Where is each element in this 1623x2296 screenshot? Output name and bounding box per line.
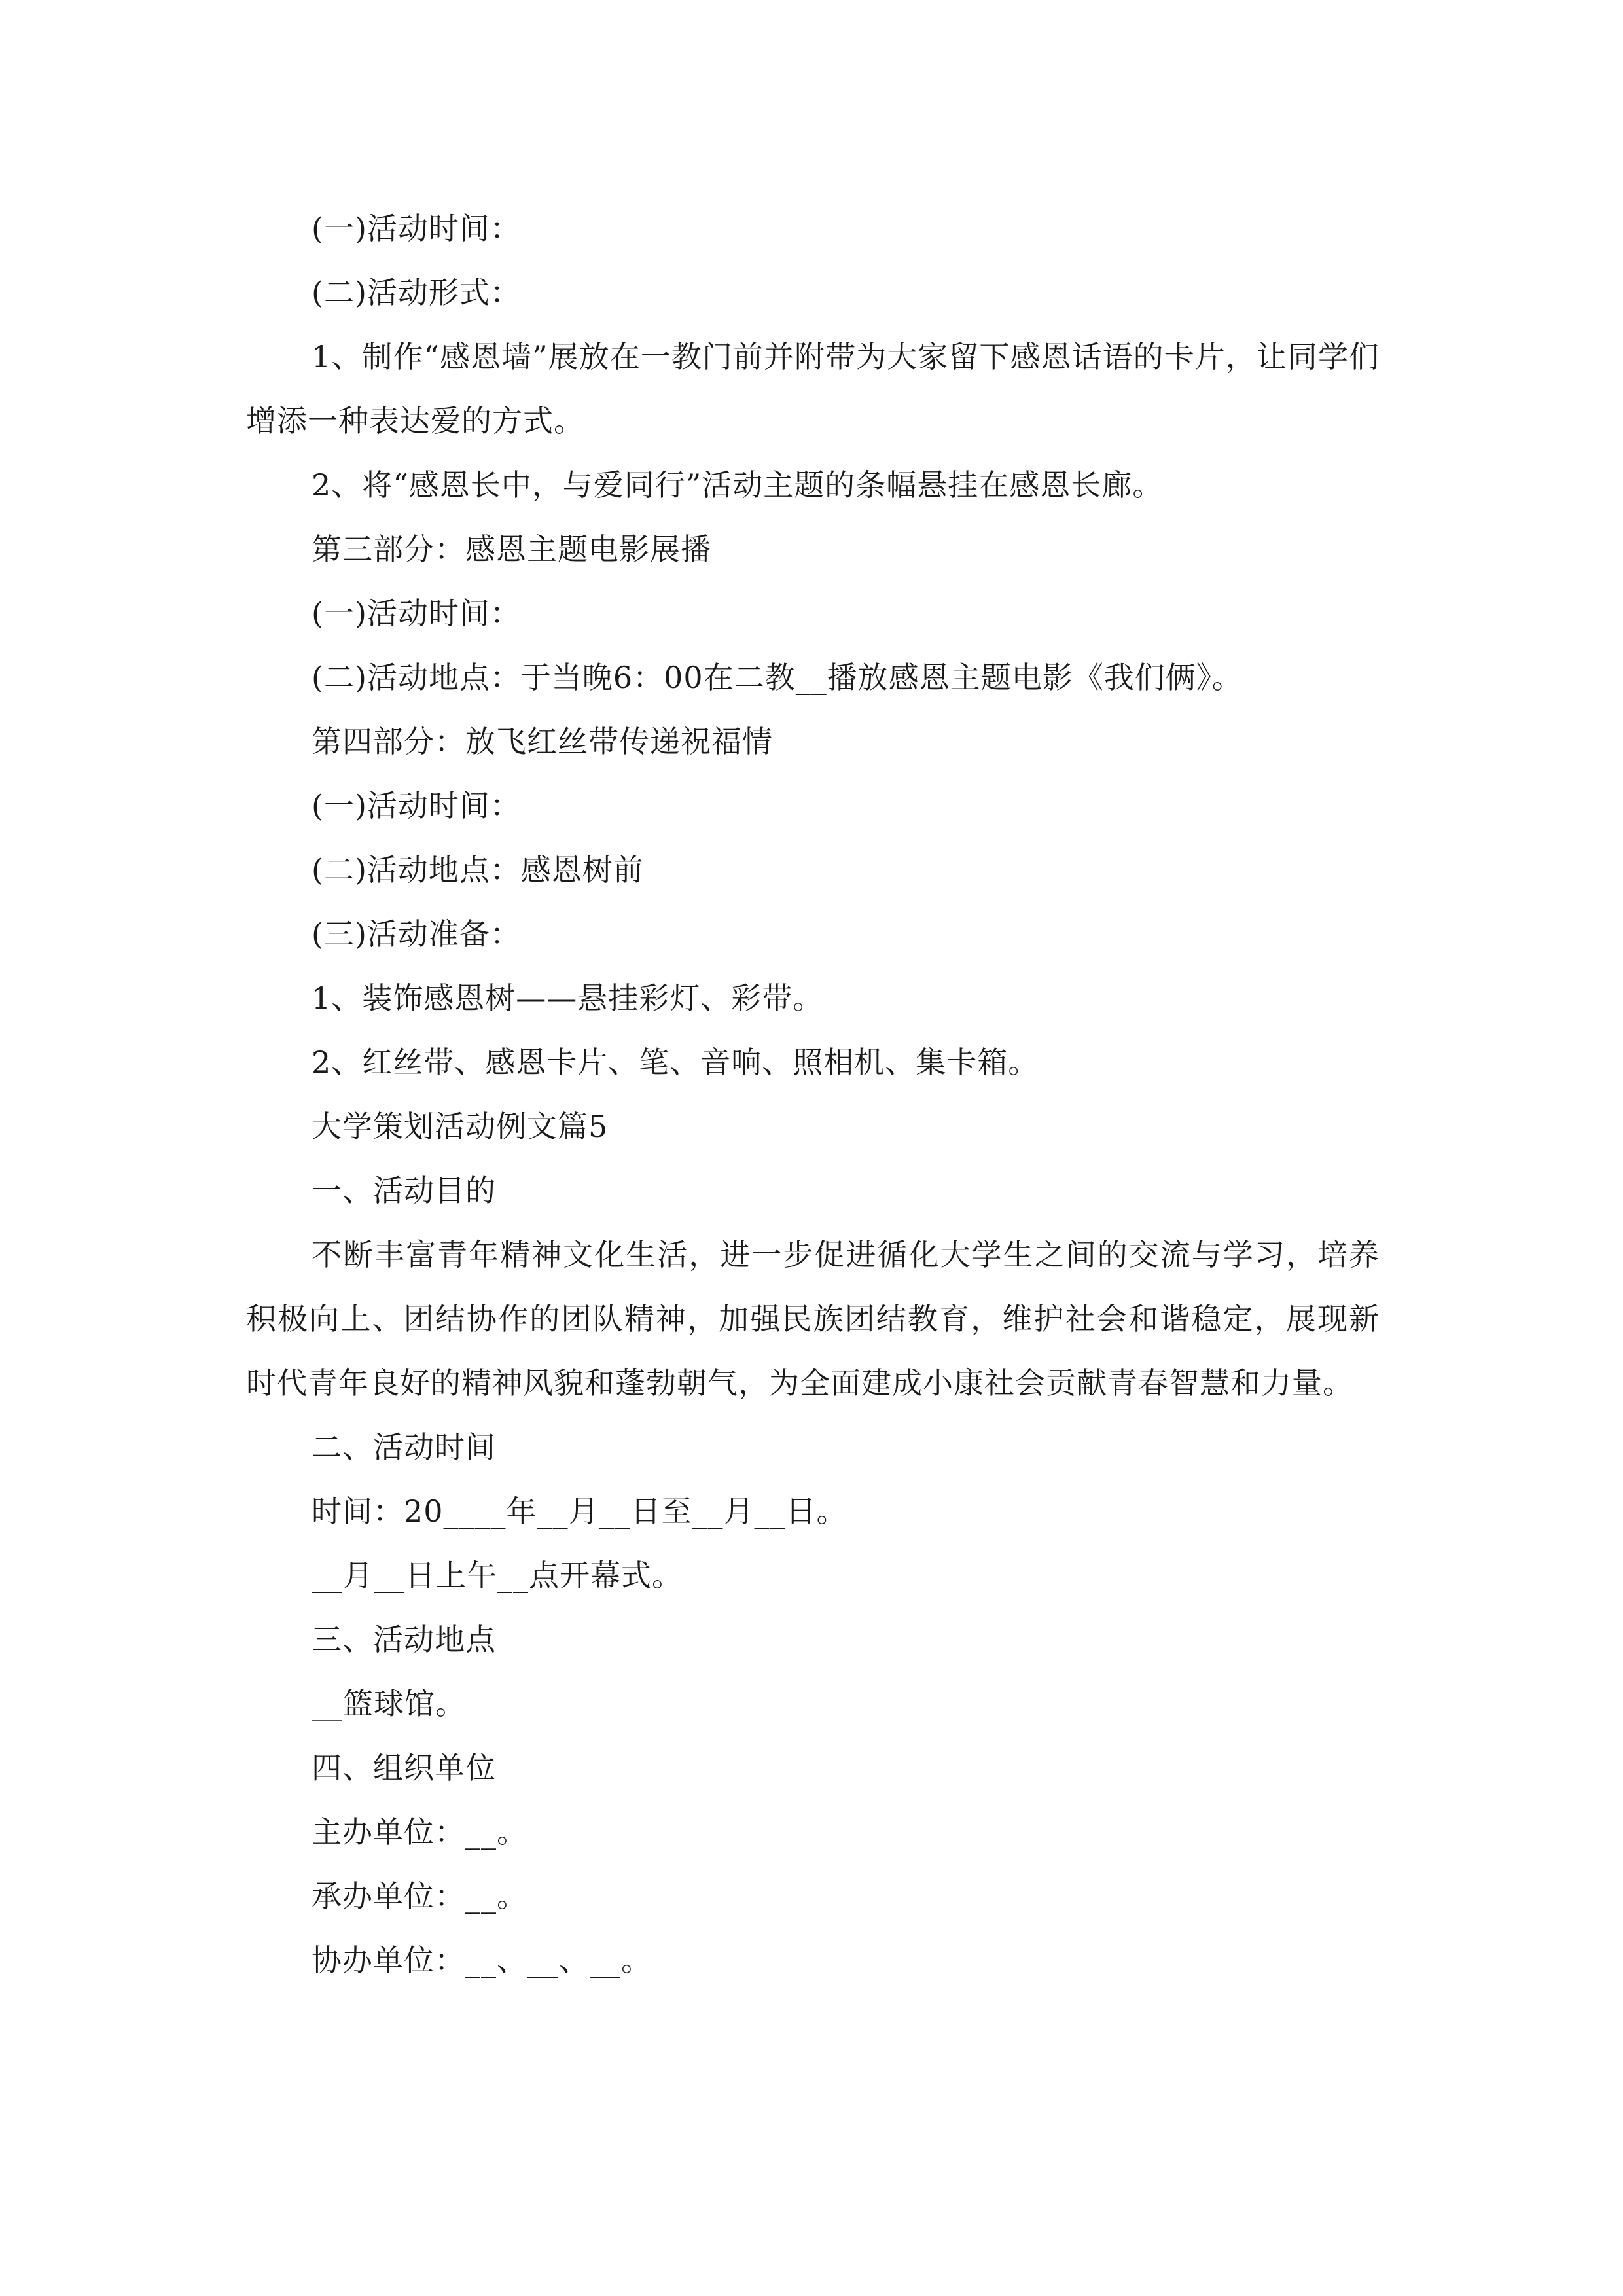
paragraph-activity-time: (一)活动时间： [312, 211, 521, 246]
paragraph-banner: 2、将“感恩长中，与爱同行”活动主题的条幅悬挂在感恩长廊。 [312, 467, 1164, 503]
paragraph-time: 时间：20____年__月__日至__月__日。 [312, 1494, 847, 1529]
section-heading-time: 二、活动时间 [312, 1429, 496, 1465]
paragraph-organizer: 承办单位：__。 [312, 1878, 527, 1914]
section-heading-part-four: 第四部分：放飞红丝带传递祝福情 [312, 724, 773, 759]
paragraph-opening: __月__日上午__点开幕式。 [312, 1558, 683, 1593]
paragraph-activity-location: (二)活动地点：感恩树前 [312, 852, 644, 888]
article-title: 大学策划活动例文篇5 [312, 1109, 609, 1144]
paragraph-purpose: 不断丰富青年精神文化生活，进一步促进循化大学生之间的交流与学习，培养积极向上、团结协作的团队精神，加强民族团结教育，维护社会和谐稳定，展现新时代青年良好的精神风貌和蓬勃朝气，为全面建成小康社会贡献青春智慧和力量。 [246, 1237, 1380, 1401]
paragraph-prep-item-1: 1、装饰感恩树——悬挂彩灯、彩带。 [312, 980, 824, 1016]
paragraph-activity-preparation: (三)活动准备： [312, 916, 521, 952]
paragraph-gratitude-wall: 1、制作“感恩墙”展放在一教门前并附带为大家留下感恩话语的卡片，让同学们增添一种表达爱的方式。 [246, 339, 1380, 439]
paragraph-location: __篮球馆。 [312, 1686, 466, 1721]
paragraph-host: 主办单位：__。 [312, 1814, 527, 1850]
paragraph-activity-location: (二)活动地点：于当晚6：00在二教__播放感恩主题电影《我们俩》。 [312, 660, 1243, 695]
paragraph-prep-item-2: 2、红丝带、感恩卡片、笔、音响、照相机、集卡箱。 [312, 1045, 1039, 1080]
section-heading-part-three: 第三部分：感恩主题电影展播 [312, 531, 711, 567]
section-heading-organizers: 四、组织单位 [312, 1750, 496, 1785]
paragraph-activity-form: (二)活动形式： [312, 275, 521, 310]
paragraph-activity-time: (一)活动时间： [312, 788, 521, 823]
document-body [246, 196, 1380, 1992]
section-heading-location: 三、活动地点 [312, 1622, 496, 1657]
paragraph-co-organizer: 协办单位：__、__、__。 [312, 1943, 652, 1978]
paragraph-activity-time: (一)活动时间： [312, 596, 521, 631]
section-heading-purpose: 一、活动目的 [312, 1173, 496, 1208]
